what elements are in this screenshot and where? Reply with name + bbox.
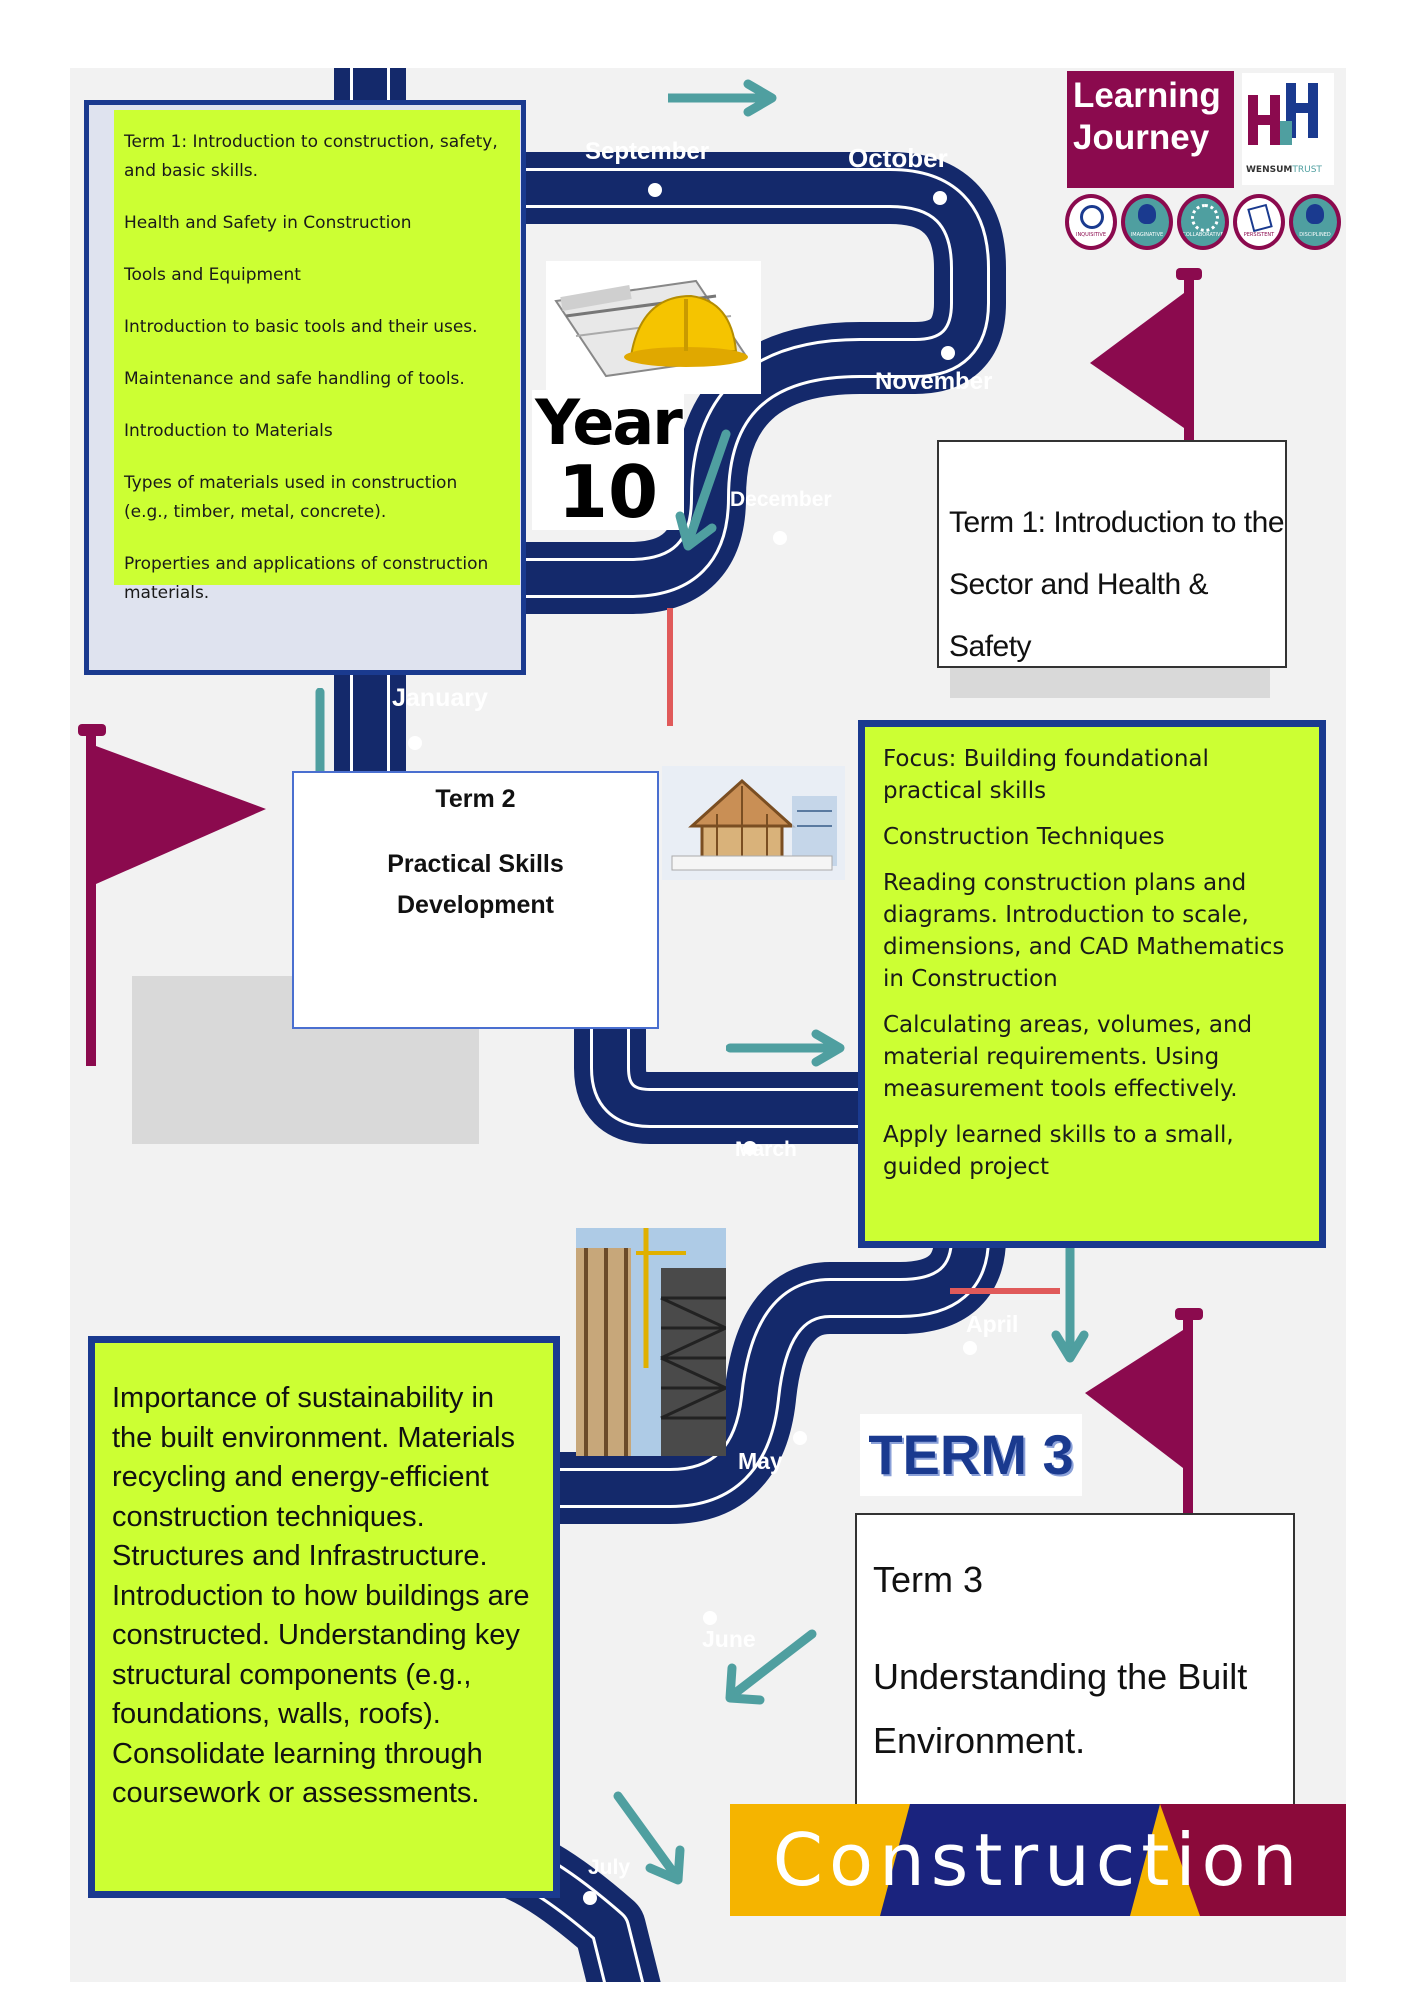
milestone-dot: [703, 1611, 717, 1625]
milestone-dot: [408, 736, 422, 750]
value-badges: [1065, 194, 1341, 254]
arrow-down-icon: [1050, 1240, 1090, 1368]
term-divider: [950, 1288, 1060, 1294]
notepad-icon: [1247, 204, 1273, 232]
term1-title-line: Term 1: Introduction to the: [949, 506, 1285, 539]
month-label-march: March: [735, 1138, 797, 1161]
term3-title-term: Term 3: [873, 1559, 984, 1600]
term3-title-line: Understanding the Built: [873, 1656, 1248, 1697]
month-label-january: January: [392, 684, 488, 712]
trust-name: WENSUM: [1246, 165, 1293, 175]
milestone-dot: [648, 183, 662, 197]
month-label-may: May: [738, 1448, 783, 1474]
term1-item: Introduction to Materials: [124, 421, 333, 441]
arrow-down-left-icon: [674, 428, 734, 558]
term2-title-box: [292, 771, 659, 1029]
term2-item: Calculating areas, volumes, and material requirements. Using measurement tools effectively.: [883, 1012, 1253, 1102]
term1-item: Health and Safety in Construction: [124, 213, 412, 233]
arrow-down-right-icon: [610, 1788, 690, 1888]
people-icon: [1191, 204, 1219, 232]
badge-collaborative: COLLABORATIVE: [1177, 194, 1229, 250]
scaffolding-image: [576, 1228, 726, 1456]
arrow-right-icon: [726, 1028, 851, 1068]
badge-imaginative: IMAGINATIVE: [1121, 194, 1173, 250]
term3-title-box: [855, 1513, 1295, 1843]
month-label-december: December: [730, 488, 832, 511]
milestone-dot: [963, 1341, 977, 1355]
term1-content-box: [114, 110, 520, 603]
month-label-september: September: [585, 138, 710, 165]
term1-item: Properties and applications of construction materials.: [124, 554, 489, 603]
term1-title-box: [937, 440, 1287, 668]
term3-heading: TERM 3: [860, 1414, 1082, 1496]
construction-banner: [730, 1804, 1346, 1916]
month-label-november: November: [875, 368, 993, 395]
term-divider: [667, 608, 673, 726]
term2-content-box: [865, 727, 1319, 1241]
month-label-june: June: [702, 1626, 756, 1652]
term2-item: Apply learned skills to a small, guided project: [883, 1122, 1234, 1180]
year-label: Year: [535, 386, 681, 459]
head-icon: [1306, 204, 1324, 224]
term2-title-term: Term 2: [435, 785, 516, 813]
milestone-dot: [793, 1431, 807, 1445]
term1-item: Term 1: Introduction to construction, safety, and basic skills.: [124, 132, 498, 181]
head-icon: [1138, 204, 1156, 224]
learning-journey-poster: [70, 68, 1346, 1982]
term1-item: Introduction to basic tools and their uses.: [124, 317, 478, 337]
badge-inquisitive: INQUISITIVE: [1065, 194, 1117, 250]
year-number: 10: [557, 450, 659, 534]
term3-content-box: Importance of sustainability in the built environment. Materials recycling and energy-efficient construction techniques. Structures and Infrastructure. Introduction to how buildings are constructed. Understanding key structural components (e.g., foundations, walls, roofs). Consolidate learning through coursework or assessments.: [95, 1343, 553, 1891]
trust-logo: [1242, 73, 1334, 185]
milestone-dot: [583, 1891, 597, 1905]
arrow-down-left-icon: [720, 1628, 820, 1708]
month-label-october: October: [848, 143, 948, 173]
term2-item: Focus: Building foundational practical skills: [883, 746, 1209, 804]
term1-title-line: Sector and Health & Safety: [949, 568, 1208, 663]
badge-persistent: PERSISTENT: [1233, 194, 1285, 250]
term1-item: Types of materials used in construction (e.g., timber, metal, concrete).: [124, 473, 458, 522]
term1-item: Maintenance and safe handling of tools.: [124, 369, 465, 389]
term2-item: Construction Techniques: [883, 824, 1165, 850]
month-label-july: July: [588, 1856, 631, 1879]
trust-suffix: TRUST: [1292, 165, 1322, 175]
term2-title-line: Development: [397, 891, 554, 919]
milestone-dot: [933, 191, 947, 205]
trust-logo-icon: [1242, 73, 1334, 161]
hard-hat-image: [546, 261, 761, 394]
term3-title-line: Environment.: [873, 1720, 1086, 1761]
badge-disciplined: DISCIPLINED: [1289, 194, 1341, 250]
year-badge: [532, 386, 684, 534]
milestone-dot: [941, 346, 955, 360]
month-label-april: April: [966, 1311, 1019, 1337]
milestone-dot: [773, 531, 787, 545]
term1-item: Tools and Equipment: [124, 265, 301, 285]
arrow-right-icon: [668, 78, 788, 118]
learning-journey-logo: Learning Journey: [1067, 71, 1234, 188]
house-frame-image: [662, 766, 845, 880]
term2-item: Reading construction plans and diagrams. Introduction to scale, dimensions, and CAD Mathematics in Construction: [883, 870, 1285, 992]
term2-title-line: Practical Skills: [387, 850, 564, 878]
magnifier-icon: [1080, 205, 1104, 229]
banner-title: Construction: [772, 1818, 1304, 1902]
